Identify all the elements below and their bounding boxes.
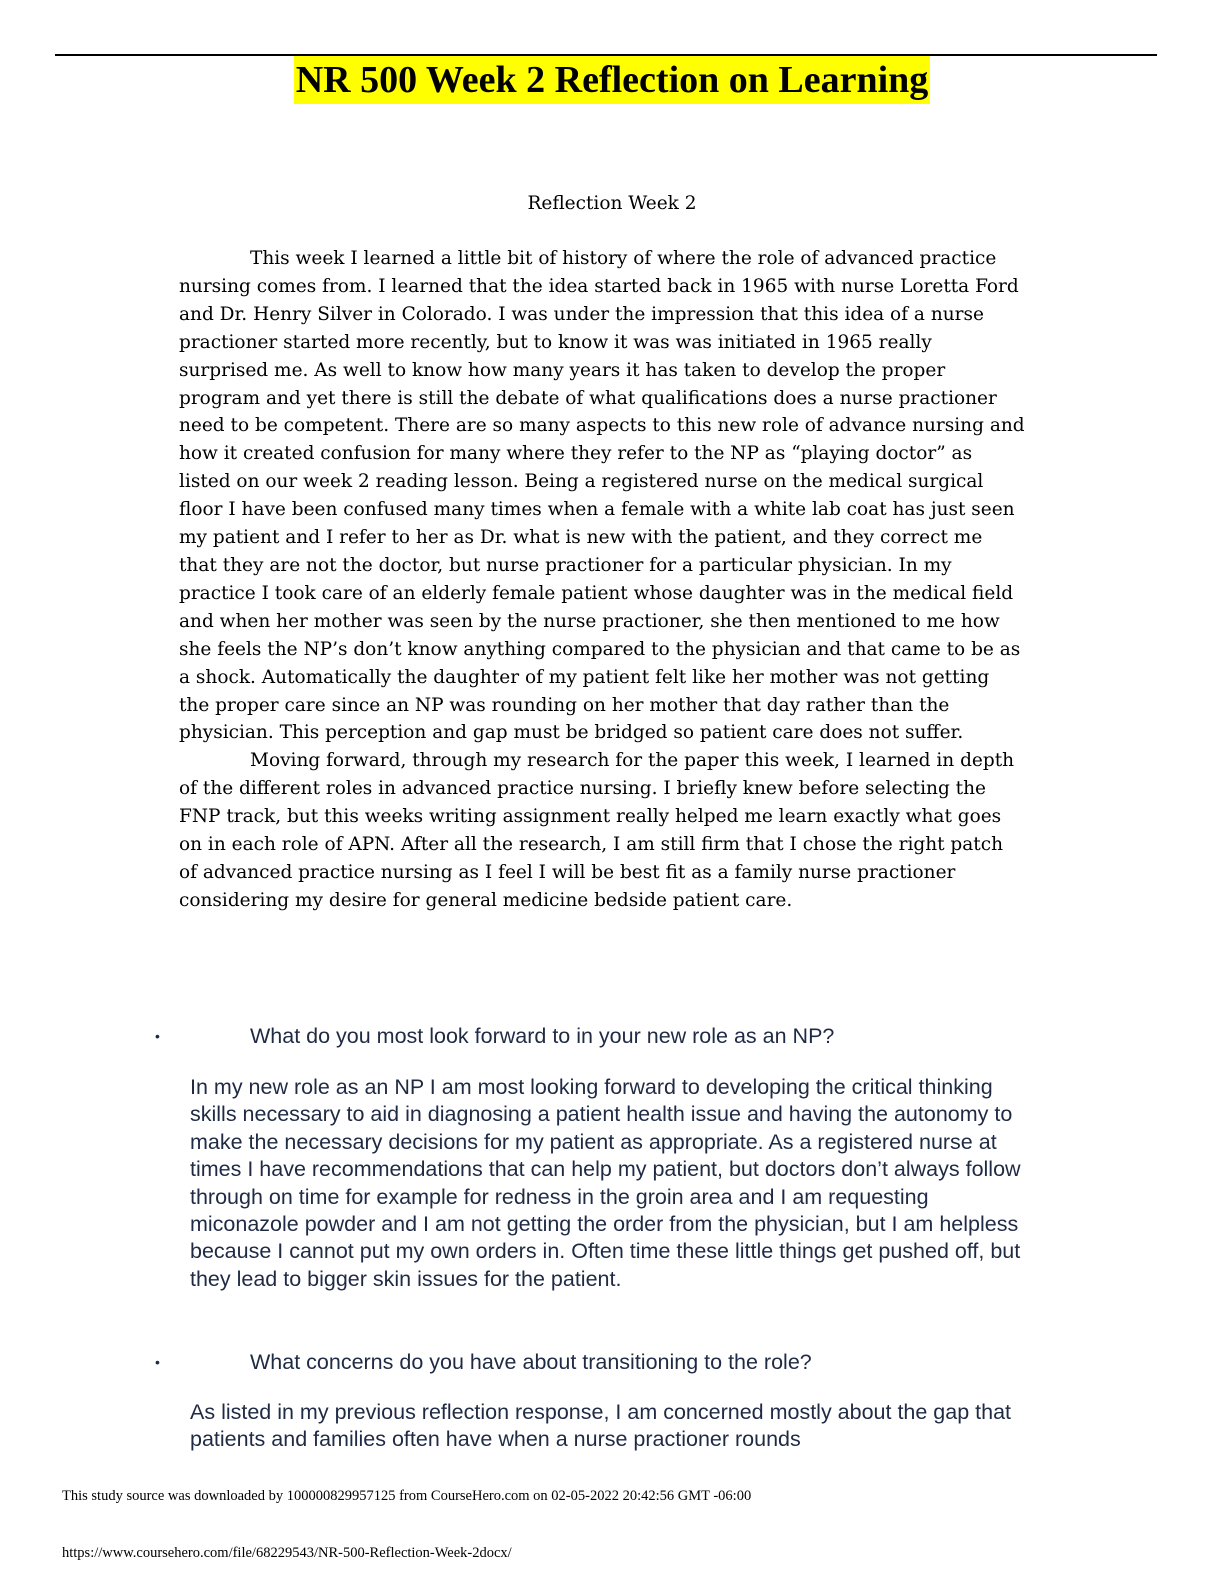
bullet-icon: • <box>155 1354 160 1370</box>
document-subtitle: Reflection Week 2 <box>527 193 697 214</box>
question-text: What concerns do you have about transitioning to the role? <box>250 1350 812 1374</box>
title-container <box>0 56 1224 104</box>
question-text: What do you most look forward to in your new role as an NP? <box>250 1024 835 1048</box>
essay-body <box>179 245 1025 915</box>
source-url[interactable]: https://www.coursehero.com/file/68229543/NR-500-Reflection-Week-2docx/ <box>62 1545 512 1561</box>
essay-paragraph: This week I learned a little bit of history of where the role of advanced practice nursing comes from. I learned that the idea started back in 1965 with nurse Loretta Ford and Dr. Henry Silver in Colorado. I was under the impression that this idea of a nurse practioner started more recently, but to know it was was initiated in 1965 really surprised me. As well to know how many years it has taken to develop the proper program and yet there is still the debate of what qualifications does a nurse practioner need to be competent. There are so many aspects to this new role of advance nursing and how it created confusion for many where they refer to the NP as “playing doctor” as listed on our week 2 reading lesson. Being a registered nurse on the medical surgical floor I have been confused many times when a female with a white lab coat has just seen my patient and I refer to her as Dr. what is new with the patient, and they correct me that they are not the doctor, but nurse practioner for a particular physician. In my practice I took care of an elderly female patient whose daughter was in the medical field and when her mother was seen by the nurse practioner, she then mentioned to me how she feels the NP’s don’t know anything compared to the physician and that came to be as a shock. Automatically the daughter of my patient felt like her mother was not getting the proper care since an NP was rounding on her mother that day rather than the physician. This perception and gap must be bridged so patient care does not suffer. <box>179 248 1025 744</box>
answer-text: In my new role as an NP I am most looking forward to developing the critical thinking skills necessary to aid in diagnosing a patient health issue and having the autonomy to make the necessary decisions for my patient as appropriate. As a registered nurse at times I have recommendations that can help my patient, but doctors don’t always follow through on time for example for redness in the groin area and I am requesting miconazole powder and I am not getting the order from the physician, but I am helpless because I cannot put my own orders in. Often time these little things get pushed off, but they lead to bigger skin issues for the patient. <box>190 1075 1021 1291</box>
answer-text: As listed in my previous reflection response, I am concerned mostly about the gap that patients and families often have when a nurse practioner rounds <box>190 1400 1012 1452</box>
download-source-note: This study source was downloaded by 100000829957125 from CourseHero.com on 02-05-2022 20:42:56 GMT -06:00 <box>62 1488 752 1504</box>
essay-paragraph: Moving forward, through my research for the paper this week, I learned in depth of the different roles in advanced practice nursing. I briefly knew before selecting the FNP track, but this weeks writing assignment really helped me learn exactly what goes on in each role of APN. After all the research, I am still firm that I chose the right patch of advanced practice nursing as I feel I will be best fit as a family nurse practioner considering my desire for general medicine bedside patient care. <box>179 750 1015 911</box>
document-title: NR 500 Week 2 Reflection on Learning <box>294 56 931 104</box>
bullet-icon: • <box>155 1028 160 1044</box>
